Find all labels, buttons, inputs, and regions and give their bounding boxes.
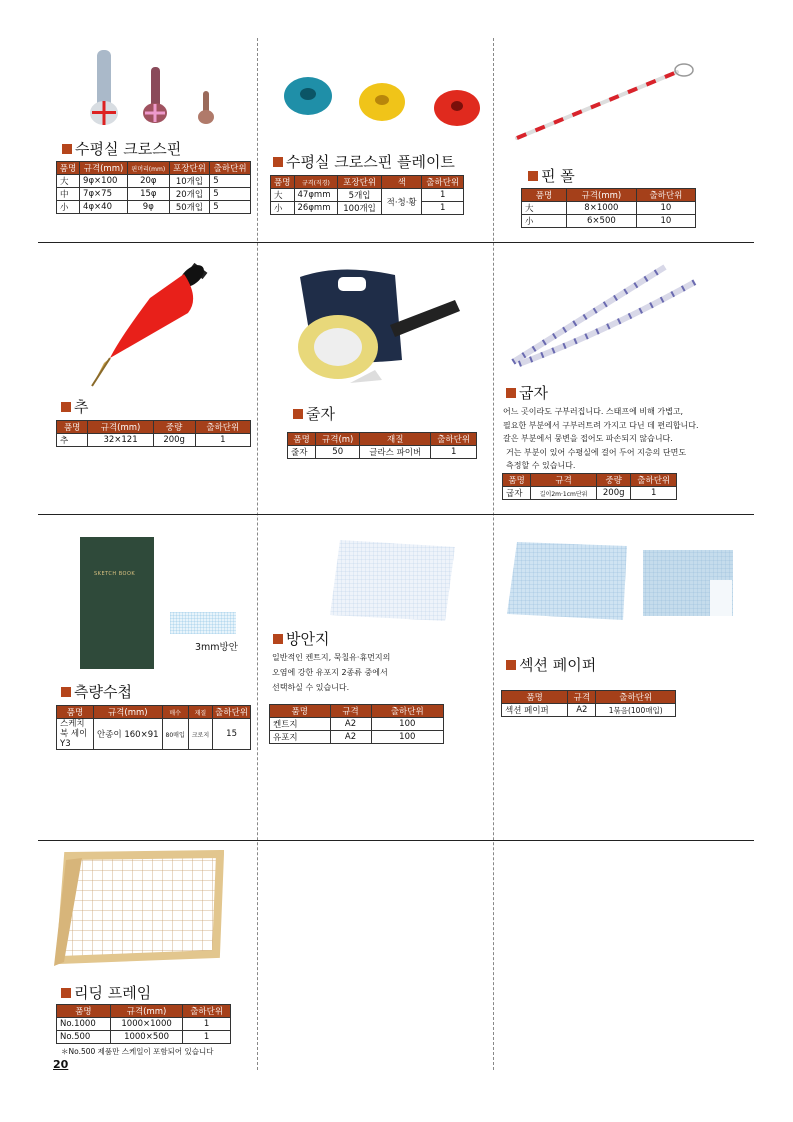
table-header: 출하단위	[213, 706, 251, 719]
table-header: 출하단위	[195, 421, 250, 434]
sketchbook-cover-image	[80, 537, 154, 669]
row-divider-1	[38, 242, 754, 243]
title-square-icon	[62, 144, 72, 154]
table-header: 품명	[270, 705, 331, 718]
title-square-icon	[273, 157, 283, 167]
row-divider-3	[38, 840, 754, 841]
table-row: No.500 1000×500 1	[57, 1031, 231, 1044]
section-paper-title: 섹션 페이퍼	[506, 654, 596, 675]
table-header: 품명	[522, 189, 567, 202]
table-header: 색	[381, 176, 422, 189]
table-header: 규격(mm)	[94, 706, 163, 719]
table-header: 규격(mm)	[567, 189, 637, 202]
title-square-icon	[506, 660, 516, 670]
tape-table	[287, 432, 477, 459]
table-header: 품명	[288, 433, 316, 446]
table-row: 小 4φ×40 9φ 50개입 5	[57, 201, 251, 214]
reading-frame-image	[52, 850, 224, 970]
tape-measure-image	[290, 265, 465, 385]
table-row: 中 7φ×75 15φ 20개입 5	[57, 188, 251, 201]
title-square-icon	[61, 988, 71, 998]
table-header: 규격(mm)	[88, 421, 153, 434]
table-row: 굽자 길이2m·1cm단위 200g 1	[503, 487, 677, 500]
table-row: 大 9φ×100 20φ 10개입 5	[57, 175, 251, 188]
table-header: 품명	[503, 474, 531, 487]
table-row: 大 47φmm 5개입 적·청·황 1	[271, 189, 464, 202]
flex-ruler-table	[502, 473, 677, 500]
table-row: 줄자 50 글라스 파이버 1	[288, 446, 477, 459]
table-header: 출하단위	[371, 705, 443, 718]
table-row: 大 8×1000 10	[522, 202, 696, 215]
table-header: 품명	[271, 176, 295, 189]
title-square-icon	[528, 171, 538, 181]
color-cell: 적·청·황	[381, 189, 422, 215]
table-header: 규격(mm)	[110, 1005, 182, 1018]
plumb-table	[56, 420, 251, 447]
section-paper-image	[505, 540, 737, 622]
cross-pin-image	[70, 45, 230, 135]
table-row: 켄트지 A2 100	[270, 718, 444, 731]
sketchbook-cover-text: SKETCH BOOK	[94, 571, 136, 577]
table-header: 중량	[153, 421, 195, 434]
table-header: 중량	[597, 474, 631, 487]
grid-paper-title: 방안지	[273, 628, 329, 649]
sketchbook-title: 측량수첩	[61, 681, 132, 702]
title-square-icon	[61, 687, 71, 697]
page-number: 20	[53, 1058, 69, 1071]
table-header: 핀머리(mm)	[127, 162, 169, 175]
table-header: 규격	[330, 705, 371, 718]
cross-pin-plate-image	[280, 72, 485, 132]
section-paper-table	[501, 690, 676, 717]
table-header: 재질	[360, 433, 431, 446]
pin-pole-table	[521, 188, 696, 228]
table-header: 포장단위	[338, 176, 381, 189]
title-square-icon	[506, 388, 516, 398]
table-header: 규격	[531, 474, 597, 487]
table-header: 품명	[502, 691, 568, 704]
table-row: 유포지 A2 100	[270, 731, 444, 744]
table-header: 출하단위	[210, 162, 251, 175]
table-row: 스케치 북 세이Y3 안종이 160×91 80매입 크로지 15	[57, 719, 251, 750]
plumb-image	[80, 258, 220, 393]
table-header: 포장단위	[169, 162, 210, 175]
reading-frame-title: 리딩 프레임	[61, 982, 151, 1003]
grid-paper-image	[325, 535, 460, 625]
table-header: 재질	[188, 706, 212, 719]
title-square-icon	[61, 402, 71, 412]
grid-caption: 3mm방안	[195, 642, 238, 653]
table-header: 출하단위	[422, 176, 464, 189]
reading-frame-note: ＊No.500 제품만 스케일이 포함되어 있습니다	[61, 1047, 214, 1056]
grid-sample-image	[170, 612, 236, 634]
reading-frame-table	[56, 1004, 231, 1044]
table-header: 품명	[57, 162, 80, 175]
table-header: 규격(mm)	[80, 162, 128, 175]
table-header: 출하단위	[431, 433, 477, 446]
column-divider-1	[257, 38, 258, 1070]
table-row: 추 32×121 200g 1	[57, 434, 251, 447]
cross-pin-table	[56, 161, 251, 214]
title-square-icon	[293, 409, 303, 419]
cross-pin-plate-title: 수평실 크로스핀 플레이트	[273, 151, 455, 172]
table-row: 小 6×500 10	[522, 215, 696, 228]
grid-paper-table	[269, 704, 444, 744]
table-header: 규격(m)	[316, 433, 360, 446]
table-header: 매수	[162, 706, 188, 719]
table-row: 小 26φmm 100개입 1	[271, 202, 464, 215]
table-header: 출하단위	[631, 474, 677, 487]
table-row: 섹션 페이퍼 A2 1묶음(100매입)	[502, 704, 676, 717]
table-header: 품명	[57, 1005, 111, 1018]
flex-ruler-title: 굽자	[506, 382, 548, 403]
pin-pole-image	[512, 60, 697, 145]
table-header: 출하단위	[636, 189, 695, 202]
cross-pin-title: 수평실 크로스핀	[62, 138, 181, 159]
tape-title: 줄자	[293, 403, 335, 424]
flex-ruler-description: 어느 곳이라도 구부러집니다. 스태프에 비해 가볍고, 필요한 부분에서 구부러트려 가지고 다닌 데 편리합니다. 갈은 부분에서 뭉변을 접어도 파손되지 않습니다. 거는 부분이 있어 수평실에 걸어 두어 지층의 단면도 측정할 수 있습니다.	[503, 407, 699, 470]
table-row: No.1000 1000×1000 1	[57, 1018, 231, 1031]
flex-ruler-image	[505, 262, 700, 367]
table-header: 규격(직경)	[294, 176, 338, 189]
table-header: 품명	[57, 706, 94, 719]
pin-pole-title: 핀 폴	[528, 165, 575, 186]
sketchbook-table	[56, 705, 251, 750]
plumb-title: 추	[61, 396, 89, 417]
table-header: 출하단위	[596, 691, 676, 704]
table-header: 출하단위	[183, 1005, 231, 1018]
column-divider-2	[493, 38, 494, 1070]
table-header: 규격	[568, 691, 596, 704]
grid-paper-description: 일반적인 켄트지, 묵칠유·휴먼지의 오염에 강한 유포지 2종류 중에서 선택하실 수 있습니다.	[272, 653, 391, 692]
cross-pin-plate-table	[270, 175, 464, 215]
row-divider-2	[38, 514, 754, 515]
table-header: 품명	[57, 421, 88, 434]
title-square-icon	[273, 634, 283, 644]
